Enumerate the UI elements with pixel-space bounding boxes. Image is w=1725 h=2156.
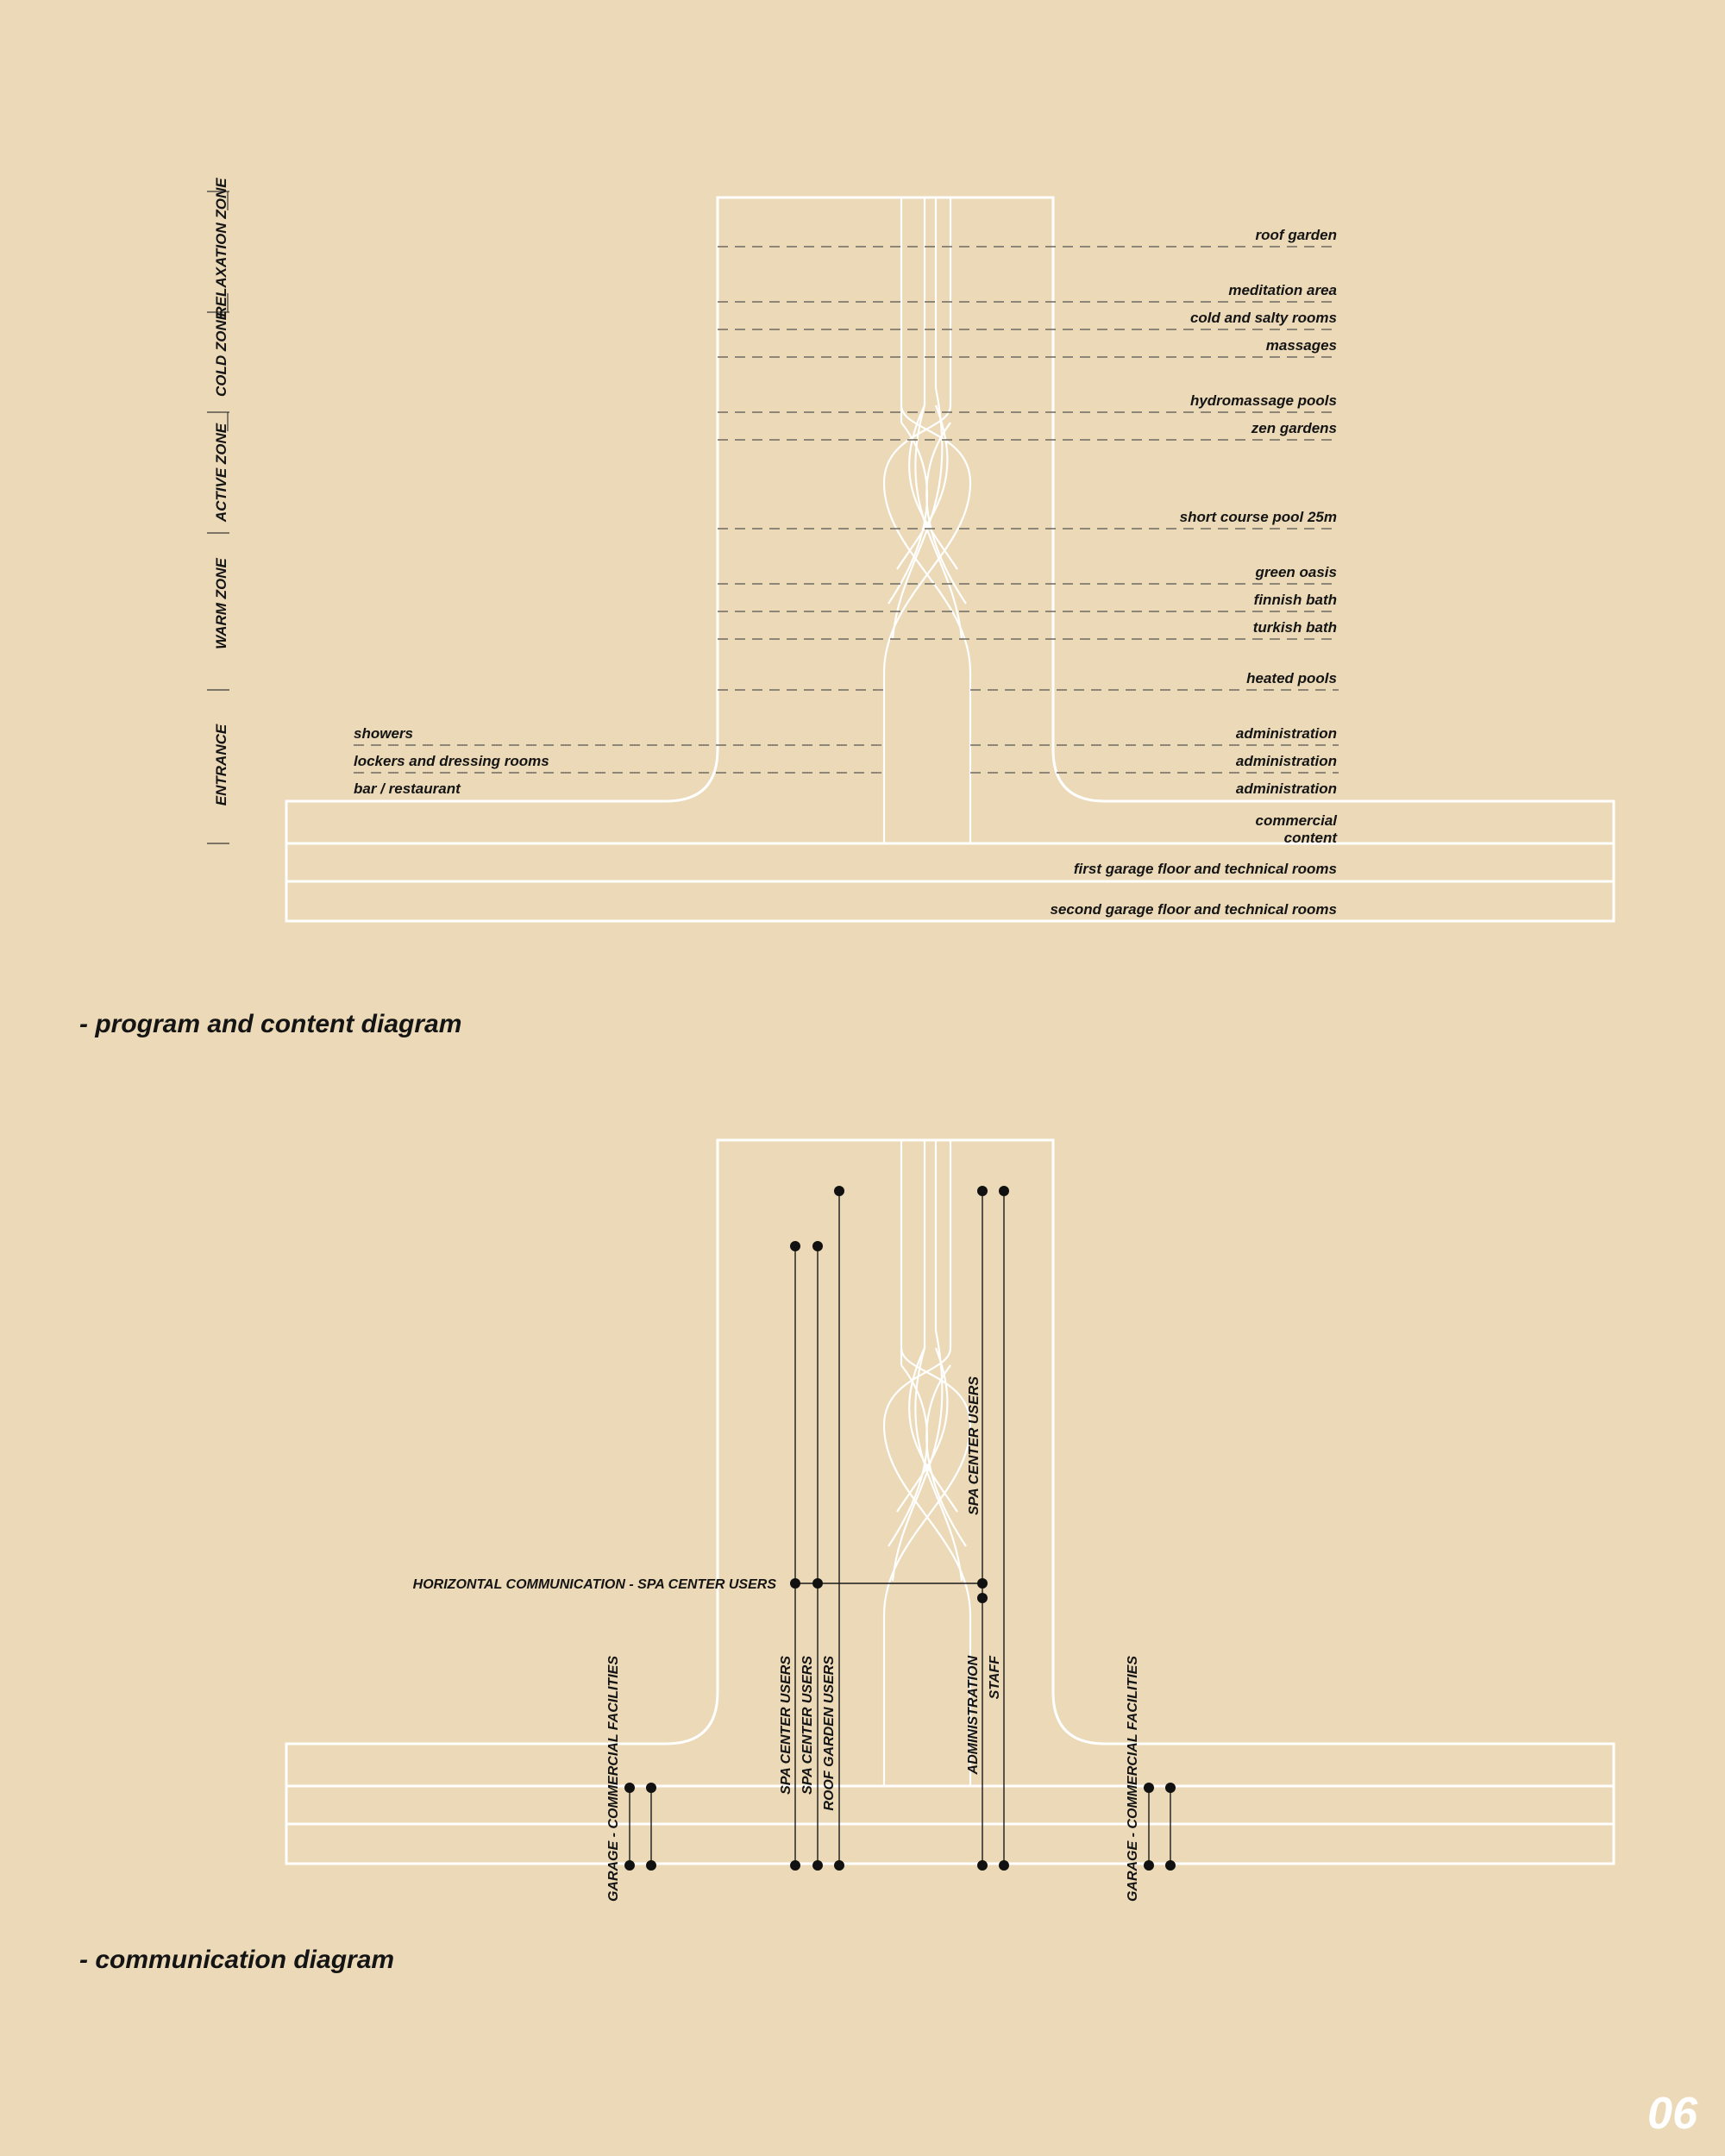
program-diagram-caption: - program and content diagram [79,1010,462,1038]
label-administration-2: administration [1235,753,1337,769]
zone-label-cold: COLD ZONE [213,310,229,398]
program-right-labels [1050,227,1338,918]
route-node [790,1860,800,1871]
label-garage-commercial-left: GARAGE - COMMERCIAL FACILITIES [606,1656,621,1902]
label-finnish-bath: finnish bath [1253,592,1337,608]
route-node [977,1860,988,1871]
route-node [1165,1783,1176,1793]
zone-label-active: ACTIVE ZONE [213,423,229,523]
route-node [624,1783,635,1793]
route-node [834,1860,844,1871]
zone-label-relaxation: RELAXATION ZONE [213,178,229,317]
communication-circulation-lines [884,1140,970,1786]
label-cold-and-salty-rooms: cold and salty rooms [1189,310,1337,326]
zone-labels [213,178,229,805]
label-meditation-area: meditation area [1228,282,1337,298]
label-administration: ADMINISTRATION [966,1656,981,1775]
communication-diagram-caption: - communication diagram [79,1946,395,1974]
label-zen-gardens: zen gardens [1251,420,1337,436]
zone-label-entrance: ENTRANCE [213,724,229,806]
route-node [834,1186,844,1196]
label-roof-garden: roof garden [1255,227,1337,243]
route-node [812,1860,823,1871]
label-commercial: commercial [1255,812,1337,829]
label-showers: showers [354,725,413,742]
route-node [624,1860,635,1871]
program-left-labels [354,725,549,797]
zone-label-warm: WARM ZONE [213,558,229,649]
label-massages: massages [1265,337,1337,354]
program-diagram [79,178,1614,1038]
label-content: content [1283,830,1337,846]
label-short-course-pool: short course pool 25m [1179,509,1337,525]
label-first-garage-floor: first garage floor and technical rooms [1073,861,1337,877]
route-node [977,1578,988,1589]
label-green-oasis: green oasis [1255,564,1337,580]
label-spa-center-users-2: SPA CENTER USERS [800,1656,815,1795]
route-node [812,1578,823,1589]
route-node [812,1241,823,1251]
route-node [977,1593,988,1603]
communication-diagram [79,1140,1614,1974]
horizontal-communication-label: HORIZONTAL COMMUNICATION - SPA CENTER USERS [412,1577,776,1592]
label-spa-center-users-upper: SPA CENTER USERS [967,1376,982,1515]
label-second-garage-floor: second garage floor and technical rooms [1050,901,1337,918]
label-roof-garden-users: ROOF GARDEN USERS [822,1656,837,1811]
label-turkish-bath: turkish bath [1252,619,1337,636]
label-administration-3: administration [1235,780,1337,797]
label-heated-pools: heated pools [1246,670,1337,686]
label-garage-commercial-right: GARAGE - COMMERCIAL FACILITIES [1126,1656,1140,1902]
route-node [646,1860,656,1871]
route-node [790,1578,800,1589]
label-staff: STAFF [988,1656,1002,1700]
label-bar-restaurant: bar / restaurant [354,780,461,797]
program-circulation-lines [884,197,970,843]
route-node [999,1860,1009,1871]
route-node [1144,1783,1154,1793]
route-node [790,1241,800,1251]
label-spa-center-users-1: SPA CENTER USERS [779,1656,794,1795]
route-node [1165,1860,1176,1871]
label-hydromassage-pools: hydromassage pools [1189,392,1337,409]
label-lockers: lockers and dressing rooms [354,753,549,769]
route-node [999,1186,1009,1196]
route-node [646,1783,656,1793]
route-node [1144,1860,1154,1871]
label-administration-1: administration [1235,725,1337,742]
page-number: 06 [1647,2089,1697,2139]
route-node [977,1186,988,1196]
